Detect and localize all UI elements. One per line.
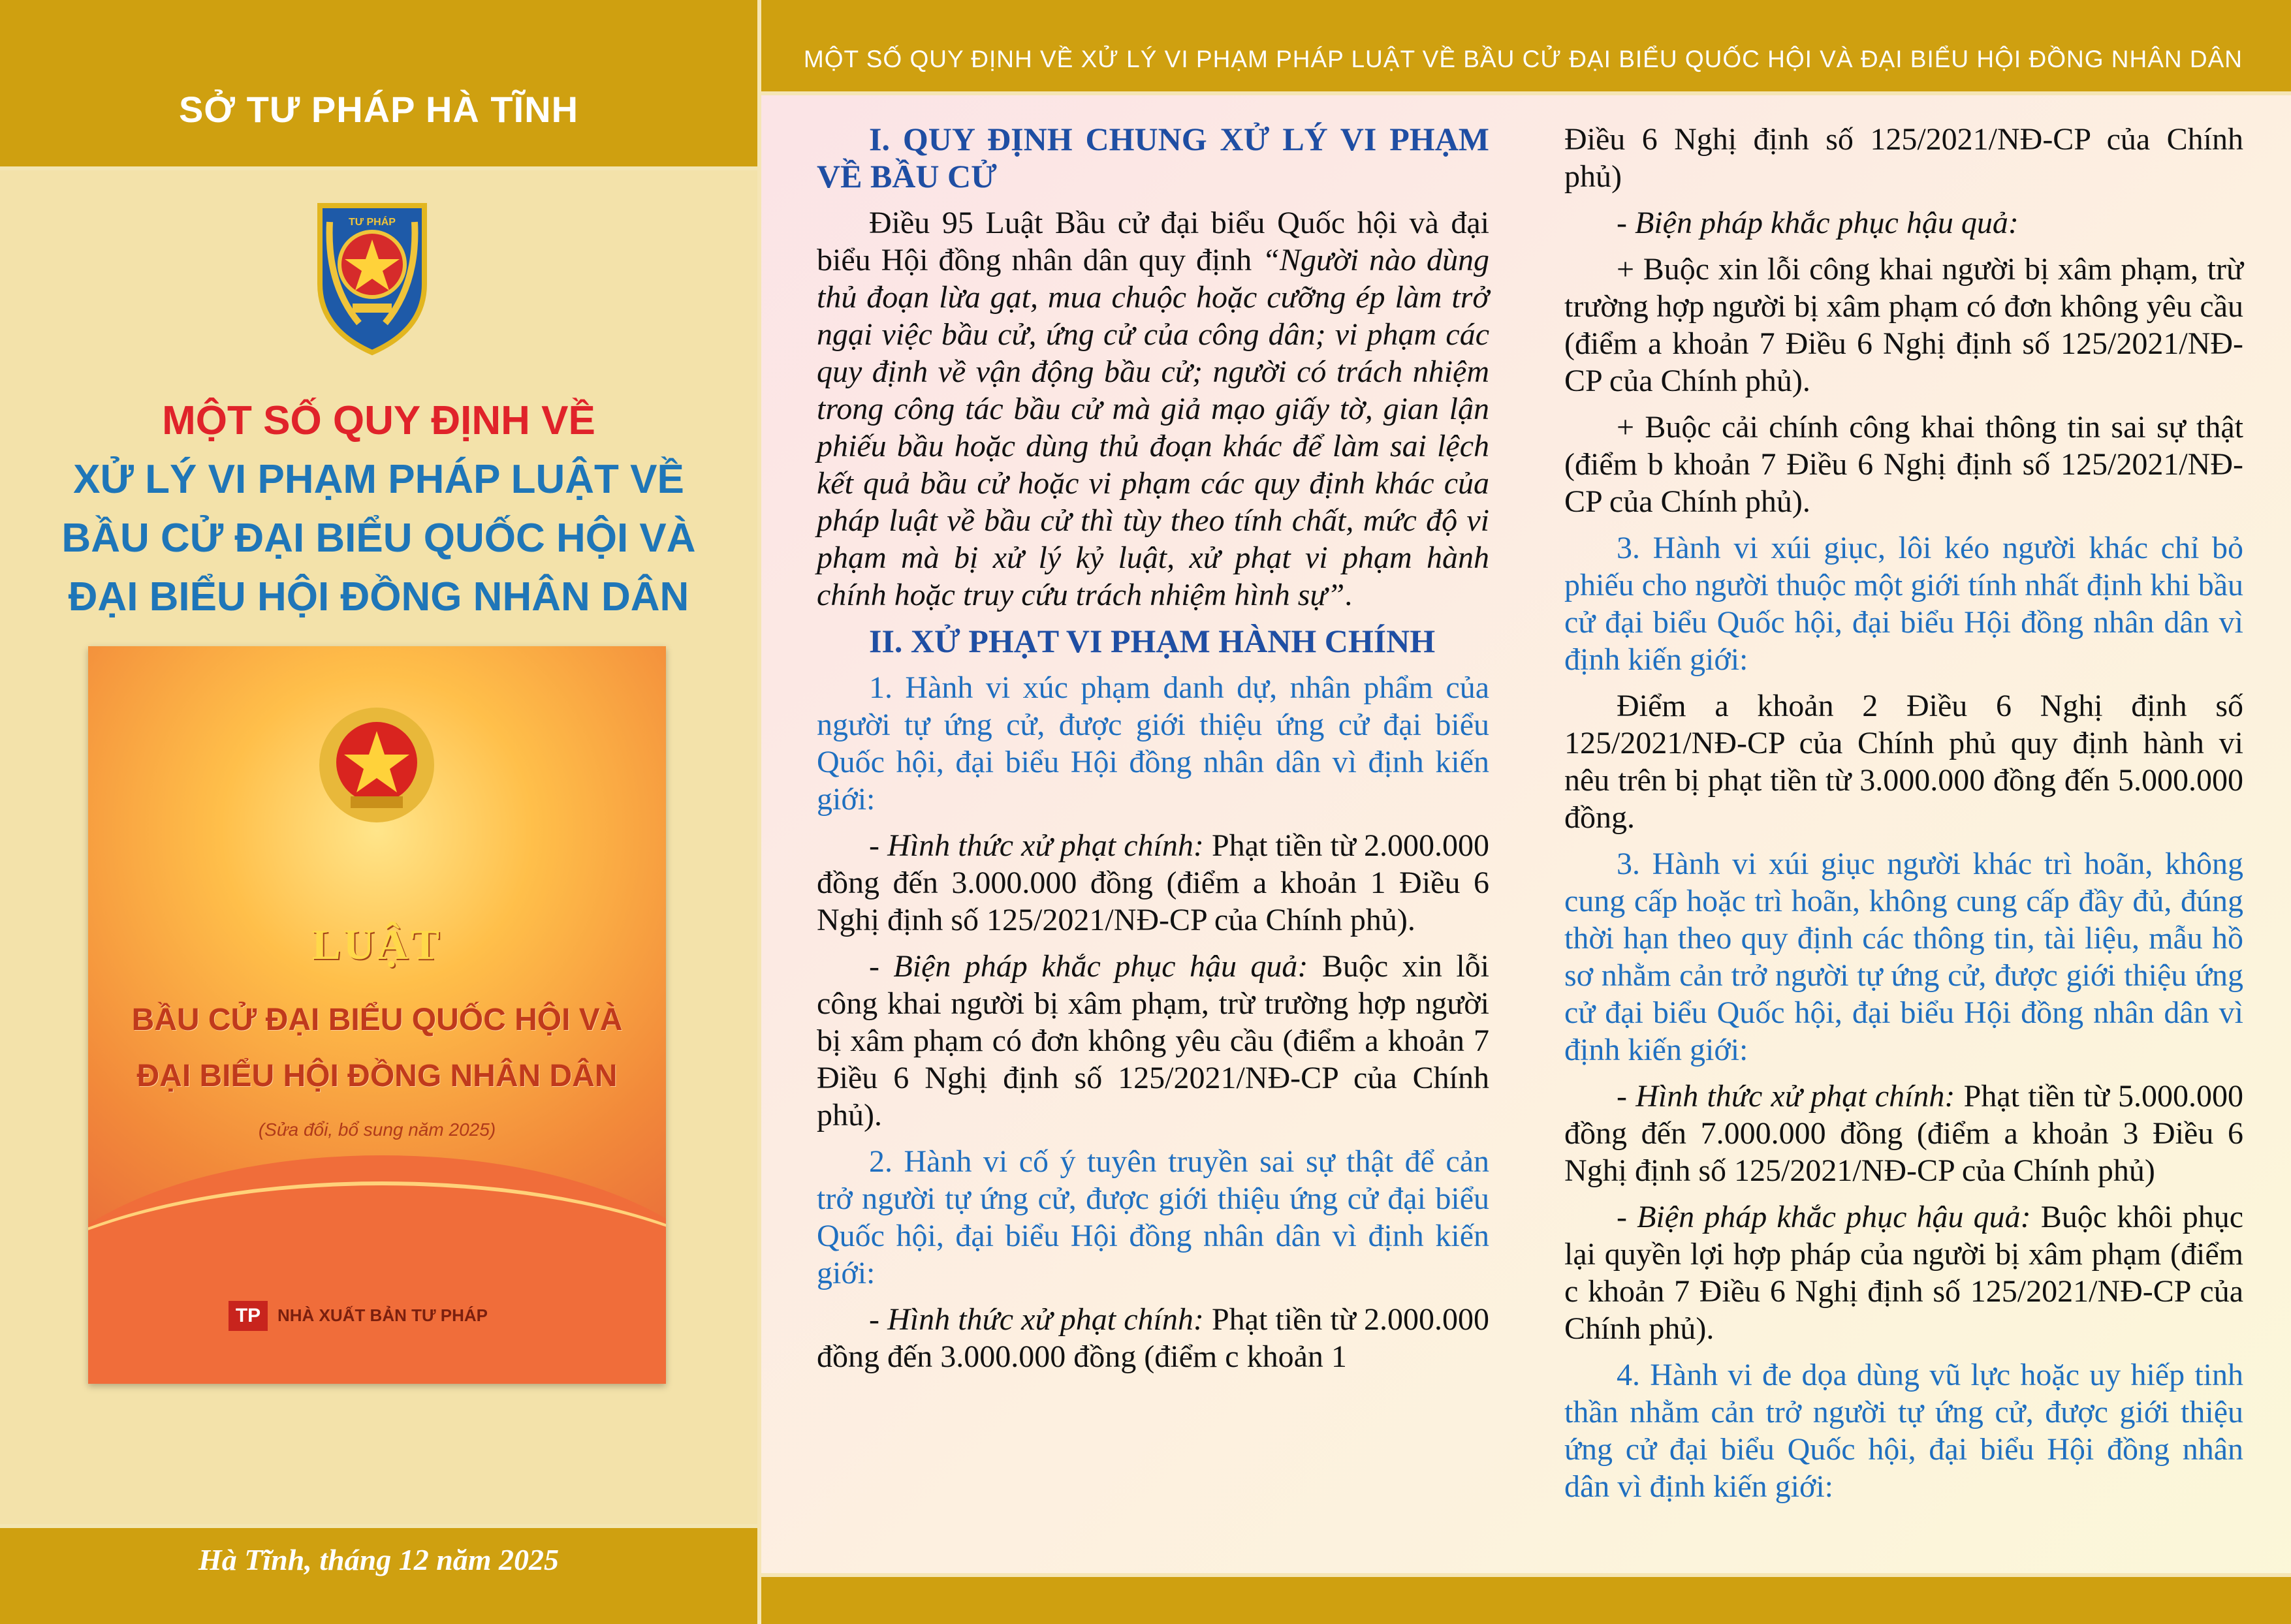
paragraph-text: Điều 95 Luật Bầu cử đại biểu Quốc hội và đại biểu Hội đồng nhân dân quy định	[817, 206, 1489, 277]
section-heading-2: II. XỬ PHẠT VI PHẠM HÀNH CHÍNH	[869, 623, 1436, 659]
book-edition: (Sửa đổi, bổ sung năm 2025)	[258, 1119, 496, 1140]
paragraph-label: - Hình thức xử phạt chính:	[869, 828, 1204, 863]
book-subtitle	[108, 992, 646, 1104]
paragraph-text: Phạt tiền từ 5.000.000 đồng đến 7.000.000 đồng (điểm a khoản 3 Điều 6 Nghị định số 125/2021/NĐ-CP của Chính phủ)	[1564, 1079, 2243, 1188]
paragraph	[817, 827, 1489, 939]
paragraph-label: - Biện pháp khắc phục hậu quả:	[1617, 1200, 2031, 1234]
paragraph	[1564, 1078, 2243, 1189]
content-bottom-bar	[761, 1573, 2291, 1624]
paragraph-text: Phạt tiền từ 2.000.000 đồng đến 3.000.000 đồng (điểm c khoản 1	[817, 1302, 1490, 1374]
book-subtitle-line-1: BẦU CỬ ĐẠI BIỂU QUỐC HỘI VÀ	[131, 1003, 623, 1037]
cover-title-line-3: BẦU CỬ ĐẠI BIỂU QUỐC HỘI VÀ	[61, 516, 696, 561]
paragraph-label: - Hình thức xử phạt chính:	[869, 1302, 1204, 1337]
content-column-1	[817, 121, 1489, 1384]
section-heading-1: I. QUY ĐỊNH CHUNG XỬ LÝ VI PHẠM VỀ BẦU CỬ	[817, 121, 1489, 195]
book-subtitle-line-2: ĐẠI BIỂU HỘI ĐỒNG NHÂN DÂN	[136, 1059, 618, 1093]
paragraph-text: Buộc xin lỗi công khai người bị xâm phạm, trừ trường hợp người bị xâm phạm có đơn không yêu cầu (điểm a khoản 7 Điều 6 Nghị định số 125/2021/NĐ-CP của Chính phủ).	[817, 949, 1490, 1132]
violation-item: 3. Hành vi xúi giục người khác trì hoãn, không cung cấp hoặc trì hoãn, không cung cấp đầy đủ, đúng thời hạn theo quy định các thông tin, tài liệu, mẫu hồ sơ nhằm cản trở người tự ứng cử, được giới thiệu ứng cử đại biểu Quốc hội, đại biểu Hội đồng nhân dân vì định kiến giới:	[1564, 847, 2243, 1067]
publisher-name: NHÀ XUẤT BẢN TƯ PHÁP	[277, 1305, 488, 1325]
cover-title-line-4: ĐẠI BIỂU HỘI ĐỒNG NHÂN DÂN	[68, 574, 689, 619]
paragraph-label: - Biện pháp khắc phục hậu quả:	[1617, 206, 2019, 240]
agency-name: SỞ TƯ PHÁP HÀ TĨNH	[178, 89, 579, 130]
cover-title-line-2: XỬ LÝ VI PHẠM PHÁP LUẬT VỀ	[73, 457, 684, 502]
book-title: LUẬT	[311, 921, 443, 969]
violation-item: 4. Hành vi đe dọa dùng vũ lực hoặc uy hiếp tinh thần nhằm cản trở người tự ứng cử, được giới thiệu ứng cử đại biểu Quốc hội, đại biểu Hội đồng nhân dân vì định kiến giới:	[1564, 1358, 2243, 1504]
paragraph: + Buộc xin lỗi công khai người bị xâm phạm, trừ trường hợp người bị xâm phạm có đơn không yêu cầu (điểm a khoản 7 Điều 6 Nghị định số 125/2021/NĐ-CP của Chính phủ).	[1564, 252, 2243, 398]
paragraph	[1564, 1198, 2243, 1347]
paragraph-label: - Hình thức xử phạt chính:	[1617, 1079, 1955, 1114]
cover-title-line-1: MỘT SỐ QUY ĐỊNH VỀ	[162, 398, 595, 443]
paragraph-end: .	[1344, 578, 1353, 612]
content-panel	[757, 0, 2291, 1620]
law-quote: “Người nào dùng thủ đoạn lừa gạt, mua chuộc hoặc cưỡng ép làm trở ngại việc bầu cử, ứng cử của công dân; vi phạm các quy định về vận động bầu cử; người có trách nhiệm trong công tác bầu cử mà giả mạo giấy tờ, gian lận phiếu bầu hoặc dùng thủ đoạn khác để làm sai lệch kết quả bầu cử hoặc vi phạm các quy định khác của pháp luật về bầu cử thì tùy theo tính chất, mức độ vi phạm mà bị xử lý kỷ luật, xử phạt vi phạm hành chính hoặc truy cứu trách nhiệm hình sự”	[817, 243, 1489, 612]
paragraph: + Buộc cải chính công khai thông tin sai sự thật (điểm b khoản 7 Điều 6 Nghị định số 125/2021/NĐ-CP của Chính phủ).	[1564, 410, 2243, 519]
publisher-logo: TP	[229, 1301, 268, 1331]
paragraph	[817, 1301, 1489, 1375]
paragraph	[817, 948, 1489, 1134]
cover-title	[26, 392, 731, 627]
paragraph-text: Phạt tiền từ 2.000.000 đồng đến 3.000.000 đồng (điểm a khoản 1 Điều 6 Nghị định số 125/2021/NĐ-CP của Chính phủ).	[817, 828, 1490, 937]
paragraph: Điều 6 Nghị định số 125/2021/NĐ-CP của Chính phủ)	[1564, 122, 2243, 194]
violation-item: 1. Hành vi xúc phạm danh dự, nhân phẩm của người tự ứng cử, được giới thiệu ứng cử đại biểu Quốc hội, đại biểu Hội đồng nhân dân vì định kiến giới:	[817, 670, 1489, 817]
paragraph-text: Buộc khôi phục lại quyền lợi hợp pháp của người bị xâm phạm (điểm c khoản 7 Điều 6 Nghị định số 125/2021/NĐ-CP của Chính phủ).	[1564, 1200, 2243, 1346]
paragraph	[817, 204, 1489, 614]
paragraph-label: - Biện pháp khắc phục hậu quả:	[869, 949, 1308, 984]
svg-text:TƯ PHÁP: TƯ PHÁP	[349, 217, 396, 228]
national-emblem-icon	[317, 705, 437, 826]
cover-top-bar	[0, 0, 757, 170]
violation-item: 3. Hành vi xúi giục, lôi kéo người khác chỉ bỏ phiếu cho người thuộc một giới tính nhất định khi bầu cử đại biểu Quốc hội, đại biểu Hội đồng nhân dân vì định kiến giới:	[1564, 531, 2243, 677]
paragraph: Điểm a khoản 2 Điều 6 Nghị định số 125/2021/NĐ-CP của Chính phủ quy định hành vi nêu trên bị phạt tiền từ 3.000.000 đồng đến 5.000.000 đồng.	[1564, 689, 2243, 835]
content-column-2	[1564, 121, 2243, 1514]
justice-emblem-icon	[307, 193, 437, 356]
book-cover-image	[88, 646, 666, 1384]
violation-item: 2. Hành vi cố ý tuyên truyền sai sự thật để cản trở người tự ứng cử, được giới thiệu ứng cử đại biểu Quốc hội, đại biểu Hội đồng nhân dân vì định kiến giới:	[817, 1144, 1489, 1290]
book-swoosh-line	[88, 1181, 666, 1384]
running-header: MỘT SỐ QUY ĐỊNH VỀ XỬ LÝ VI PHẠM PHÁP LUẬT VỀ BẦU CỬ ĐẠI BIỂU QUỐC HỘI VÀ ĐẠI BIỂU HỘI ĐỒNG NHÂN DÂN	[803, 46, 2243, 72]
cover-date: Hà Tĩnh, tháng 12 năm 2025	[198, 1543, 560, 1576]
cover-panel	[0, 0, 757, 1620]
